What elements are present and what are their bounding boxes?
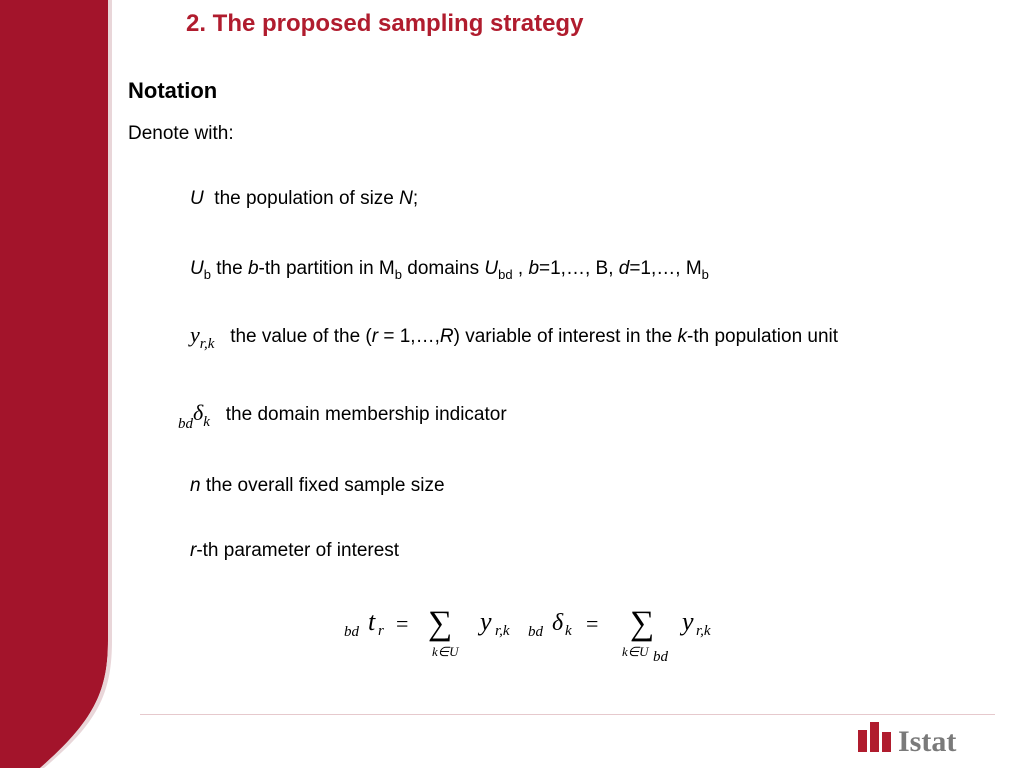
r-var: r [190, 540, 197, 561]
y-k: k [677, 326, 687, 347]
n-var: n [190, 475, 201, 496]
formula-delta: δ [552, 610, 564, 636]
y-sub: r,k [199, 336, 215, 352]
formula-eq: = [396, 611, 409, 636]
y-text2: = 1,…, [383, 326, 440, 347]
logo-text: Istat [898, 725, 957, 754]
formula-y2-sub: r,k [696, 623, 711, 639]
formula-delta-sub: k [565, 623, 572, 639]
ub-text2: domains [407, 258, 480, 279]
ub-text1: -th partition in M [258, 258, 395, 279]
ub-msub: b [394, 267, 402, 282]
ub-bdsub: bd [498, 267, 513, 282]
item-parameter [190, 540, 399, 562]
formula-lhs-pre: bd [344, 624, 359, 640]
formula-delta-pre: bd [528, 624, 543, 640]
item-sample-size [190, 475, 445, 497]
parameter-formula [340, 600, 740, 670]
item-membership [178, 400, 507, 433]
sidebar-band [0, 0, 120, 768]
formula-sum2: ∑ [630, 605, 655, 642]
ub-text5: =1,…, M [629, 258, 702, 279]
ub-msub2: b [701, 267, 709, 282]
formula-y: y [480, 607, 492, 636]
ub-sub: b [203, 267, 211, 282]
item-partition [190, 258, 709, 282]
formula-y2: y [682, 607, 694, 636]
slide-title: 2. The proposed sampling strategy [186, 10, 584, 37]
formula-sum2-idx-sub: bd [653, 649, 668, 665]
y-r: r [371, 326, 379, 347]
ub-text4: =1,…, B, [539, 258, 614, 279]
item-variable-value [190, 322, 838, 353]
ub-text3: , [517, 258, 524, 279]
ub-variable: U [190, 258, 204, 279]
delta-sub: k [203, 414, 210, 430]
y-text1: the value of the ( [230, 326, 372, 347]
ub-b: b [247, 258, 259, 279]
section-heading: Notation [128, 78, 218, 103]
istat-logo [858, 718, 978, 754]
formula-sum2-idx: k∈U [622, 644, 649, 659]
n-variable: N [399, 188, 413, 209]
ub-b2: b [528, 258, 540, 279]
ub-the: the [216, 258, 243, 279]
delta-text: the domain membership indicator [225, 404, 507, 425]
intro-text: Denote with: [128, 123, 234, 144]
u-variable: U [190, 188, 204, 209]
n-text: the overall fixed sample size [205, 475, 445, 496]
u-text: the population of size [214, 188, 394, 209]
delta-pre: bd [178, 416, 193, 432]
formula-sum: ∑ [428, 605, 453, 642]
formula-sum-idx: k∈U [432, 644, 459, 659]
ub-d: d [618, 258, 630, 279]
u-end: ; [412, 188, 419, 209]
delta-symbol: δ [193, 400, 204, 425]
formula-y-sub: r,k [495, 623, 510, 639]
y-text3: ) variable of interest in the [453, 326, 673, 347]
formula-t-sub: r [378, 623, 384, 639]
r-text: -th parameter of interest [196, 540, 400, 561]
y-symbol: y [190, 322, 200, 347]
item-population [190, 188, 418, 210]
y-R: R [439, 326, 454, 347]
footer-divider [140, 714, 995, 715]
y-text4: -th population unit [687, 326, 839, 347]
ub-u2: U [484, 258, 499, 279]
formula-eq2: = [586, 611, 599, 636]
formula-t: t [368, 607, 376, 636]
